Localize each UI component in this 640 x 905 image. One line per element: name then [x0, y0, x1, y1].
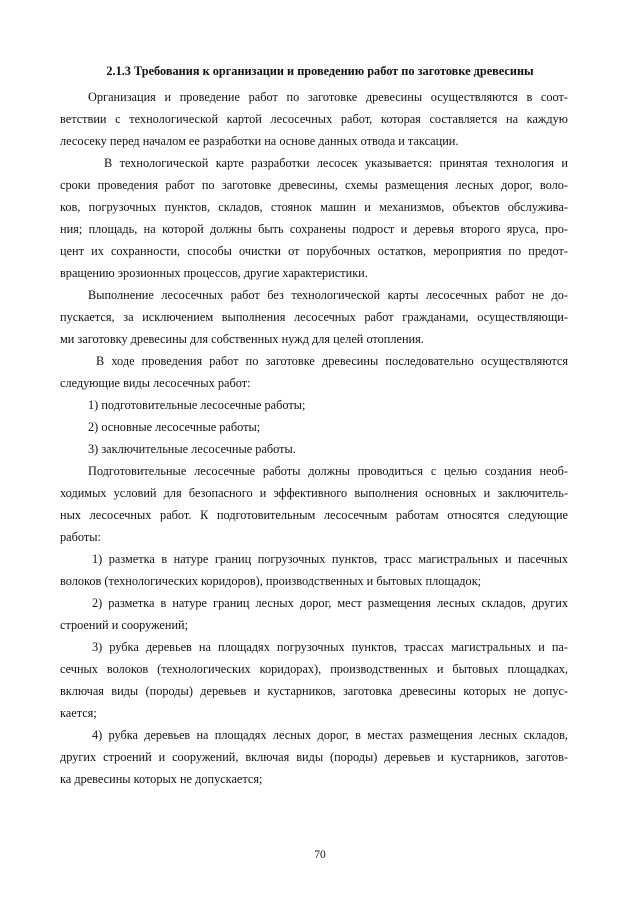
list-item: [60, 548, 568, 592]
text-line: 4) рубка деревьев на площадях лесных дорог, в местах размещения лесных складов,: [92, 728, 568, 742]
section-heading: 2.1.3 Требования к организации и проведению работ по заготовке древесины: [106, 64, 534, 78]
text-line: сроки проведения работ по заготовке древесины, схемы размещения лесных дорог, воло-: [60, 178, 568, 192]
list-item: [60, 724, 568, 790]
text-line: цент их сохранности, способы очистки от порубочных остатков, мероприятия по предот-: [60, 244, 568, 258]
text-line: ветствии с технологической картой лесосечных работ, которая составляется на каждую: [60, 112, 568, 126]
text-line: волоков (технологических коридоров), производственных и бытовых площадок;: [60, 574, 482, 588]
text-line: В технологической карте разработки лесосек указывается: принятая технология и: [104, 156, 568, 170]
text-line: работы:: [60, 530, 101, 544]
text-line: лесосеку перед началом ее разработки на основе данных отвода и таксации.: [60, 134, 459, 148]
text-line: ния; площадь, на которой должны быть сохранены подрост и деревья второго яруса, про-: [60, 222, 568, 236]
paragraph: [60, 152, 568, 284]
text-line: вращению эрозионных процессов, другие характеристики.: [60, 266, 368, 280]
text-line: 3) заключительные лесосечные работы.: [88, 442, 296, 456]
text-line: 3) рубка деревьев на площадях погрузочных пунктов, трассах магистральных и па-: [92, 640, 568, 654]
text-line: ных лесосечных работ. К подготовительным лесосечным работам относятся следующие: [60, 508, 568, 522]
text-line: ка древесины которых не допускается;: [60, 772, 263, 786]
page-number: 70: [314, 849, 326, 861]
text-line: пускается, за исключением выполнения лесосечных работ гражданами, осуществляющи-: [60, 310, 568, 324]
text-line: строений и сооружений;: [60, 618, 189, 632]
list-item: [60, 592, 568, 636]
list-item: [60, 438, 568, 460]
text-line: включая виды (породы) деревьев и кустарников, заготовка древесины которых не допус-: [60, 684, 568, 698]
list-item: [60, 416, 568, 438]
text-line: 2) основные лесосечные работы;: [88, 420, 261, 434]
text-line: ходимых условий для безопасного и эффективного выполнения основных и заключитель-: [60, 486, 568, 500]
text-line: Организация и проведение работ по заготовке древесины осуществляются в соот-: [88, 90, 568, 104]
text-line: сечных волоков (технологических коридорах), производственных и бытовых площадках,: [60, 662, 568, 676]
paragraph: [60, 460, 568, 548]
paragraph: [60, 284, 568, 350]
text-line: следующие виды лесосечных работ:: [60, 376, 251, 390]
text-line: кается;: [60, 706, 97, 720]
text-line: ми заготовку древесины для собственных нужд для целей отопления.: [60, 332, 424, 346]
paragraph: [60, 350, 568, 394]
text-line: 1) разметка в натуре границ погрузочных пунктов, трасс магистральных и пасечных: [92, 552, 568, 566]
text-line: других строений и сооружений, включая виды (породы) деревьев и кустарников, заготов-: [60, 750, 568, 764]
document-body: [60, 86, 568, 790]
text-line: 2) разметка в натуре границ лесных дорог, мест размещения лесных складов, других: [92, 596, 568, 610]
paragraph: [60, 86, 568, 152]
text-line: В ходе проведения работ по заготовке древесины последовательно осуществляются: [96, 354, 568, 368]
text-line: Подготовительные лесосечные работы должны проводиться с целью создания необ-: [88, 464, 568, 478]
list-item: [60, 636, 568, 724]
text-line: ков, погрузочных пунктов, складов, стоянок машин и механизмов, объектов обслужива-: [60, 200, 568, 214]
text-line: Выполнение лесосечных работ без технологической карты лесосечных работ не до-: [88, 288, 568, 302]
text-line: 1) подготовительные лесосечные работы;: [88, 398, 306, 412]
list-item: [60, 394, 568, 416]
